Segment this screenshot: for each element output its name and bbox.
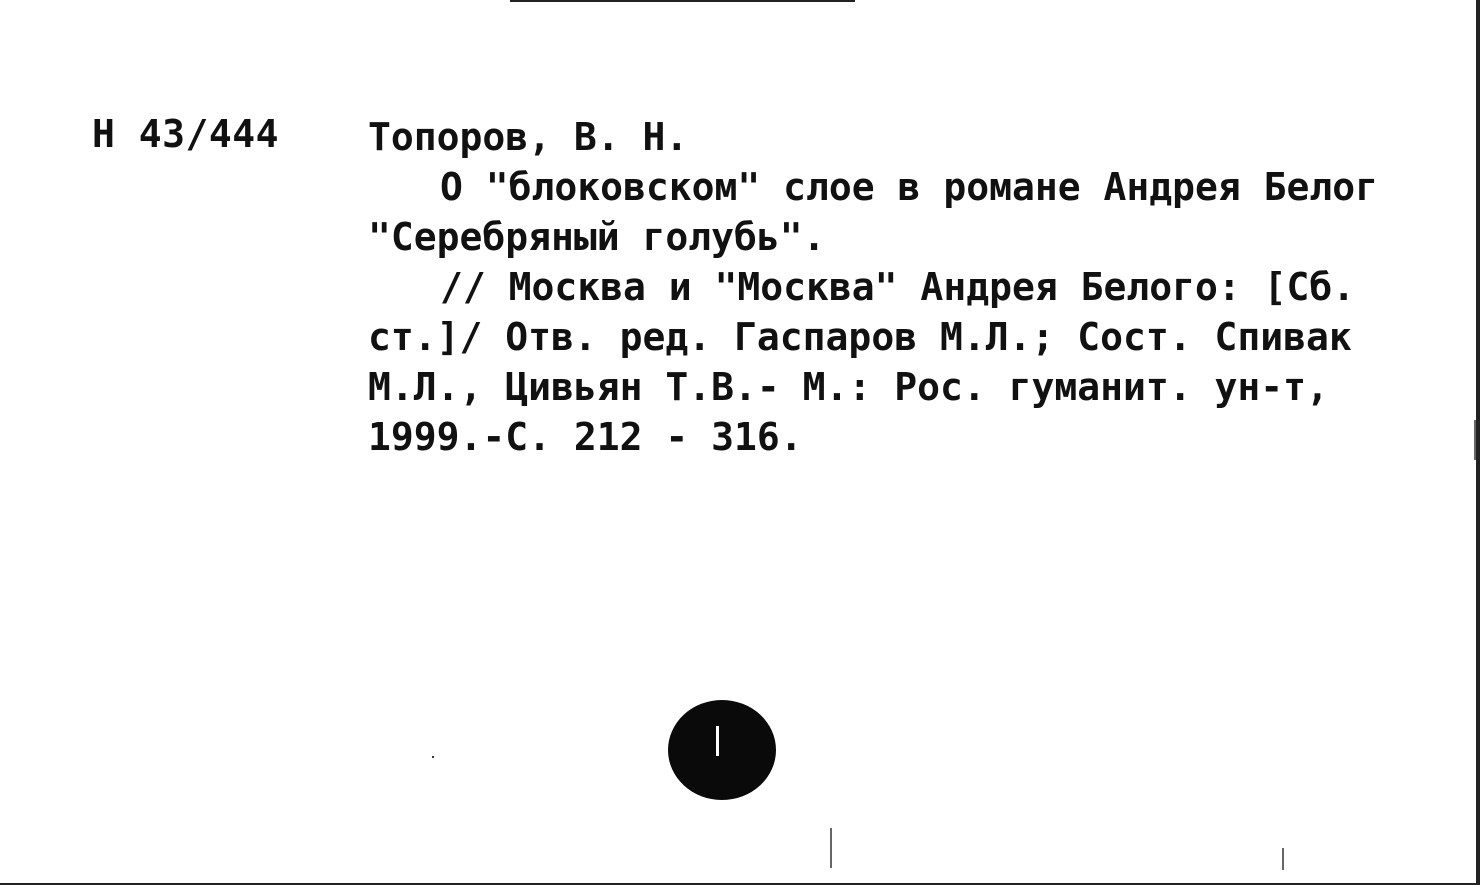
editors-line: ст.]/ Отв. ред. Гаспаров М.Л.; Сост. Спивак xyxy=(368,315,1352,359)
scan-mark xyxy=(830,828,832,868)
call-number: Н 43/444 xyxy=(92,112,280,156)
title-line: О "блоковском" слое в романе Андрея Белог xyxy=(440,165,1378,209)
punch-hole-mark xyxy=(716,726,719,756)
card-top-edge xyxy=(510,0,855,2)
publisher-line: М.Л., Цивьян Т.В.- М.: Рос. гуманит. ун-т, xyxy=(368,365,1329,409)
scan-mark xyxy=(1474,420,1476,460)
author-line: Топоров, В. Н. xyxy=(368,115,689,159)
scan-mark xyxy=(1282,848,1284,870)
bibliographic-entry xyxy=(368,112,1480,462)
title-continuation-line: "Серебряный голубь". xyxy=(368,215,826,259)
pages-line: 1999.-С. 212 - 316. xyxy=(368,415,803,459)
punch-hole xyxy=(668,700,776,800)
scan-speck xyxy=(432,756,434,758)
source-line: // Москва и "Москва" Андрея Белого: [Сб. xyxy=(440,265,1356,309)
